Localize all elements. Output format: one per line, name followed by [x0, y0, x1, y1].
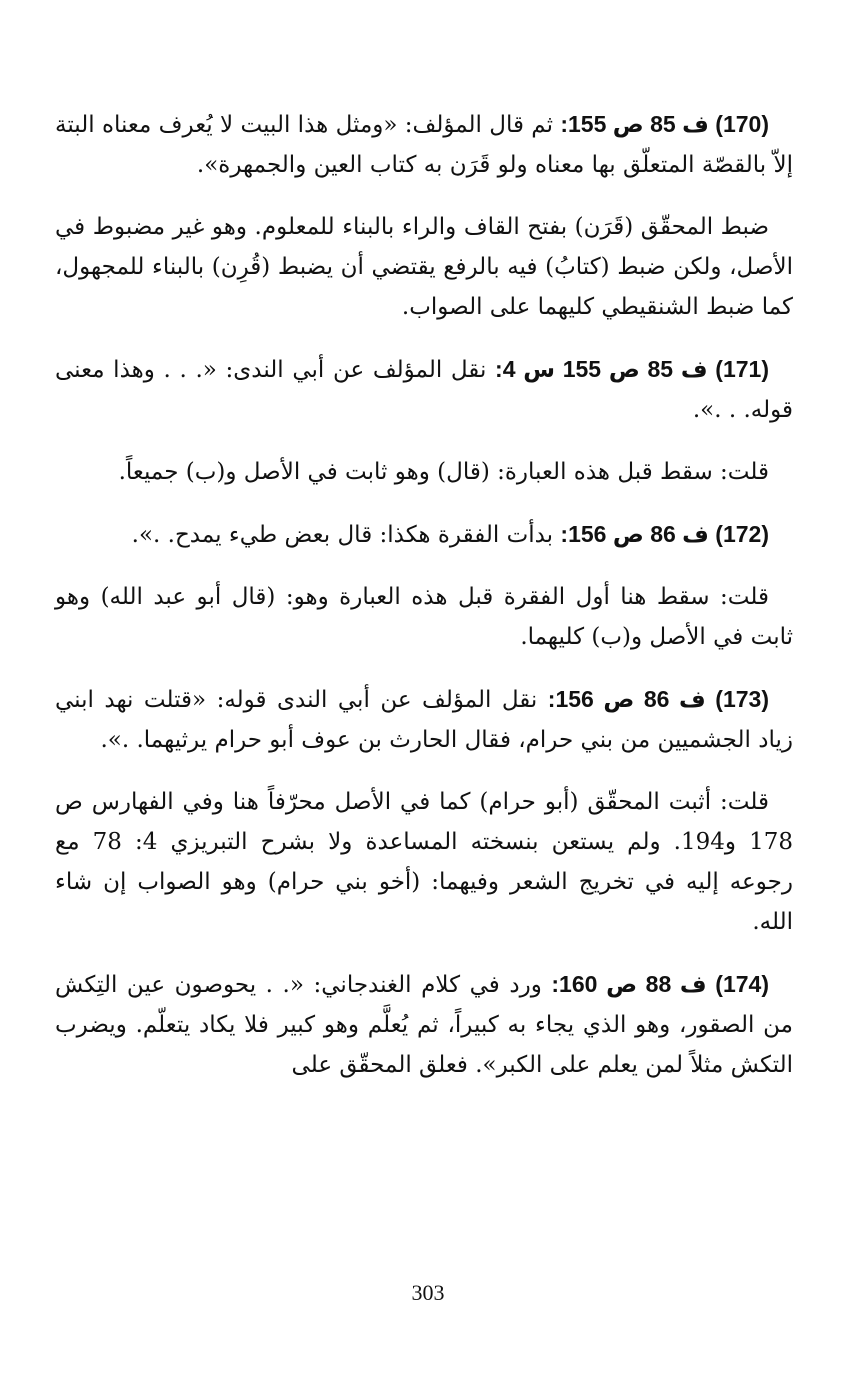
- paragraph-171-comment: [55, 452, 793, 492]
- paragraph-170-comment: [55, 207, 793, 327]
- paragraph-172: [55, 514, 793, 555]
- paragraph-text: نقل المؤلف عن أبي الندى: «. . . وهذا معنى قوله. . .».: [55, 357, 793, 423]
- entry-heading: (171) ف 85 ص 155 س 4:: [495, 356, 769, 382]
- paragraph-172-comment: [55, 577, 793, 657]
- paragraph-173: [55, 679, 793, 760]
- entry-heading: (173) ف 86 ص 156:: [547, 686, 769, 712]
- paragraph-text: قلت: أثبت المحقّق (أبو حرام) كما في الأصل محرّفاً هنا وفي الفهارس ص 178 و194. ولم يستعن بنسخته المساعدة ولا بشرح التبريزي 4: 78 مع رجوعه إليه في تخريج الشعر وفيهما: (أخو بني حرام) وهو الصواب إن شاء الله.: [55, 789, 793, 935]
- paragraph-173-comment: [55, 782, 793, 942]
- entry-heading: (172) ف 86 ص 156:: [560, 521, 769, 547]
- paragraph-text: نقل المؤلف عن أبي الندى قوله: «قتلت نهد ابني زياد الجشميين من بني حرام، فقال الحارث بن عوف أبو حرام يرثيهما. .».: [55, 687, 793, 753]
- paragraph-text: قلت: سقط قبل هذه العبارة: (قال) وهو ثابت في الأصل و(ب) جميعاً.: [118, 459, 769, 485]
- paragraph-170: [55, 104, 793, 185]
- entry-heading: (170) ف 85 ص 155:: [560, 111, 769, 137]
- page-number: 303: [411, 1280, 445, 1305]
- paragraph-171: [55, 349, 793, 430]
- entry-heading: (174) ف 88 ص 160:: [551, 971, 769, 997]
- page-body: [55, 104, 793, 1085]
- paragraph-text: قلت: سقط هنا أول الفقرة قبل هذه العبارة وهو: (قال أبو عبد الله) وهو ثابت في الأصل و(ب) كليهما.: [55, 584, 793, 650]
- paragraph-174: [55, 964, 793, 1085]
- paragraph-text: بدأت الفقرة هكذا: قال بعض طيء يمدح. .».: [131, 522, 561, 548]
- paragraph-text: ورد في كلام الغندجاني: «. . يحوصون عين التِكش من الصقور، وهو الذي يجاء به كبيراً، ثم يُعلَّم وهو كبير فلا يكاد يتعلّم. ويضرب التكش مثلاً لمن يعلم على الكبر». فعلق المحقّق على: [55, 972, 793, 1078]
- paragraph-text: ضبط المحقّق (قَرَن) بفتح القاف والراء بالبناء للمعلوم. وهو غير مضبوط في الأصل، ولكن ضبط (كتابُ) فيه بالرفع يقتضي أن يضبط (قُرِن) بالبناء للمجهول، كما ضبط الشنقيطي كليهما على الصواب.: [55, 214, 793, 320]
- paragraph-text: ثم قال المؤلف: «ومثل هذا البيت لا يُعرف معناه البتة إلاّ بالقصّة المتعلّق بها معناه ولو قَرَن به كتاب العين والجمهرة».: [55, 112, 793, 178]
